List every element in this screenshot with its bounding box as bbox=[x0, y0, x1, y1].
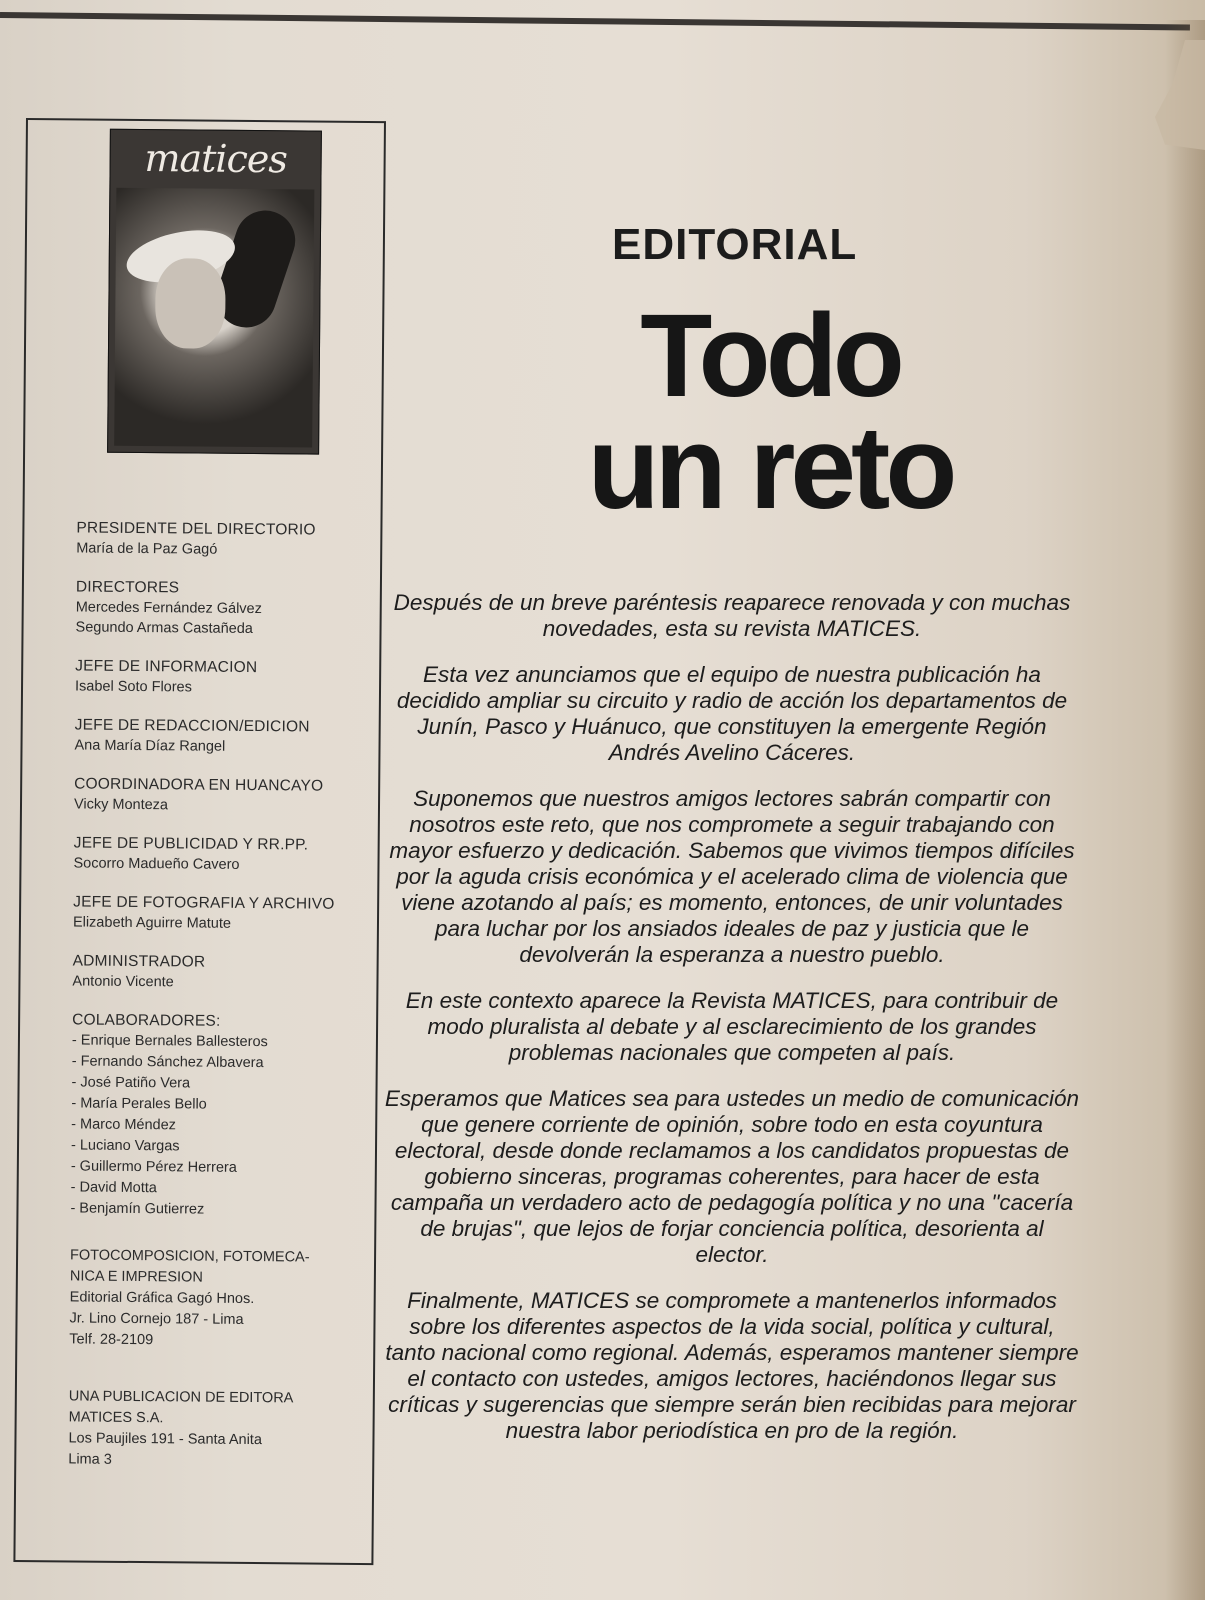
collaborators-list bbox=[70, 1030, 362, 1222]
publisher-line: Lima 3 bbox=[68, 1451, 112, 1468]
staff-role: COORDINADORA EN HUANCAYO bbox=[74, 775, 324, 795]
staff-person: Ana María Díaz Rangel bbox=[74, 737, 226, 755]
editorial-paragraph: Suponemos que nuestros amigos lectores sabrán compartir con nosotros este reto, que nos compromete a seguir trabajando con mayor esfuerzo y dedicación. Sabemos que vivimos tiempos difíciles por la aguda crisis económica y el acelerado clima de violencia que viene azotando al país; es momento, entonces, de unir voluntades para luchar por los ansiados ideales de paz y justicia que le devolverán la esperanza a nuestro pueblo. bbox=[389, 786, 1075, 967]
staff-credits bbox=[68, 518, 366, 1491]
collaborator: - José Patiño Vera bbox=[71, 1074, 191, 1092]
staff-entry bbox=[75, 656, 365, 699]
collaborator: - Benjamín Gutierrez bbox=[70, 1200, 205, 1218]
staff-person: Antonio Vicente bbox=[72, 973, 174, 991]
staff-entry bbox=[74, 715, 364, 758]
collaborators-section bbox=[70, 1010, 362, 1222]
collaborator: - María Perales Bello bbox=[71, 1095, 207, 1113]
headline-line: un reto bbox=[587, 402, 953, 534]
staff-role: JEFE DE FOTOGRAFIA Y ARCHIVO bbox=[73, 893, 335, 913]
imprint-line: Editorial Gráfica Gagó Hnos. bbox=[69, 1289, 255, 1308]
headline-line: Todo bbox=[640, 290, 900, 422]
collaborator: - Enrique Bernales Ballesteros bbox=[71, 1032, 268, 1051]
staff-role: JEFE DE REDACCION/EDICION bbox=[74, 716, 310, 736]
editorial-body bbox=[382, 590, 1082, 1464]
imprint-block bbox=[69, 1245, 360, 1353]
collaborator: - Guillermo Pérez Herrera bbox=[70, 1158, 237, 1176]
staff-role: JEFE DE INFORMACION bbox=[75, 657, 258, 677]
staff-person: Elizabeth Aguirre Matute bbox=[72, 914, 232, 932]
staff-entry bbox=[72, 951, 362, 994]
collaborator: - Marco Méndez bbox=[71, 1116, 177, 1134]
publisher-line: Los Paujiles 191 - Santa Anita bbox=[68, 1430, 263, 1449]
editorial-paragraph: En este contexto aparece la Revista MATICES, para contribuir de modo pluralista al debate y al esclarecimiento de los grandes problemas nacionales que competen al país. bbox=[405, 988, 1059, 1065]
imprint-line: Jr. Lino Cornejo 187 - Lima bbox=[69, 1310, 244, 1328]
staff-role: JEFE DE PUBLICIDAD Y RR.PP. bbox=[73, 834, 309, 854]
editorial-paragraph: Finalmente, MATICES se compromete a mantenerlos informados sobre los diferentes aspectos de la vida social, política y cultural, tanto nacional como regional. Además, esperamos mantener siempre el contacto con ustedes, amigos lectores, haciéndonos llegar sus críticas y sugerencias que siempre serán bien recibidas para mejorar nuestra labor periodística en pro de la región. bbox=[385, 1288, 1079, 1443]
masthead-box bbox=[13, 118, 386, 1565]
cover-logo: matices bbox=[144, 136, 288, 182]
staff-entry bbox=[76, 518, 366, 561]
collaborator: - Fernando Sánchez Albavera bbox=[71, 1053, 264, 1072]
publisher-line: UNA PUBLICACION DE EDITORA bbox=[68, 1388, 294, 1407]
publisher-line: MATICES S.A. bbox=[68, 1409, 164, 1427]
staff-role: PRESIDENTE DEL DIRECTORIO bbox=[76, 519, 316, 539]
collaborator: - David Motta bbox=[70, 1179, 157, 1197]
staff-entry bbox=[73, 892, 363, 935]
staff-person: Vicky Monteza bbox=[73, 796, 169, 814]
staff-role: DIRECTORES bbox=[75, 578, 180, 597]
paper-edge-shadow bbox=[1165, 20, 1205, 1600]
staff-entry bbox=[74, 774, 364, 817]
top-rule bbox=[0, 12, 1190, 30]
section-kicker: EDITORIAL bbox=[612, 220, 858, 269]
publisher-block bbox=[68, 1386, 359, 1473]
imprint-line: FOTOCOMPOSICION, FOTOMECA- bbox=[70, 1247, 310, 1266]
imprint-line: Telf. 28-2109 bbox=[69, 1331, 154, 1349]
staff-person: María de la Paz Gagó bbox=[76, 540, 218, 558]
editorial-paragraph: Después de un breve paréntesis reaparece renovada y con muchas novedades, esta su revista MATICES. bbox=[393, 590, 1071, 641]
imprint-line: NICA E IMPRESION bbox=[69, 1268, 203, 1286]
staff-person: Segundo Armas Castañeda bbox=[75, 619, 253, 637]
collaborators-label: COLABORADORES: bbox=[72, 1011, 221, 1030]
collaborator: - Luciano Vargas bbox=[70, 1137, 180, 1155]
editorial-paragraph: Esperamos que Matices sea para ustedes un medio de comunicación que genere corriente de opinión, sobre todo en esta coyuntura electoral, desde donde reclamamos a los candidatos propuestas de gobierno sinceras, programas coherentes, para hacer de esta campaña un verdadero acto de pedagogía política y no una "cacería de brujas", que lejos de forjar conciencia política, desorienta al elector. bbox=[384, 1086, 1080, 1267]
staff-role: ADMINISTRADOR bbox=[72, 952, 206, 971]
magazine-cover-image bbox=[107, 129, 322, 455]
staff-entry bbox=[75, 577, 366, 640]
staff-person: Socorro Madueño Cavero bbox=[73, 855, 240, 873]
staff-person: Isabel Soto Flores bbox=[74, 678, 192, 696]
editorial-headline bbox=[550, 290, 990, 534]
staff-entry bbox=[73, 833, 363, 876]
cover-photo bbox=[114, 188, 314, 448]
staff-person: Mercedes Fernández Gálvez bbox=[75, 599, 262, 618]
editorial-paragraph: Esta vez anunciamos que el equipo de nuestra publicación ha decidido ampliar su circuito y radio de acción los departamentos de Junín, Pasco y Huánuco, que constituyen la emergente Región Andrés Avelino Cáceres. bbox=[396, 662, 1068, 765]
